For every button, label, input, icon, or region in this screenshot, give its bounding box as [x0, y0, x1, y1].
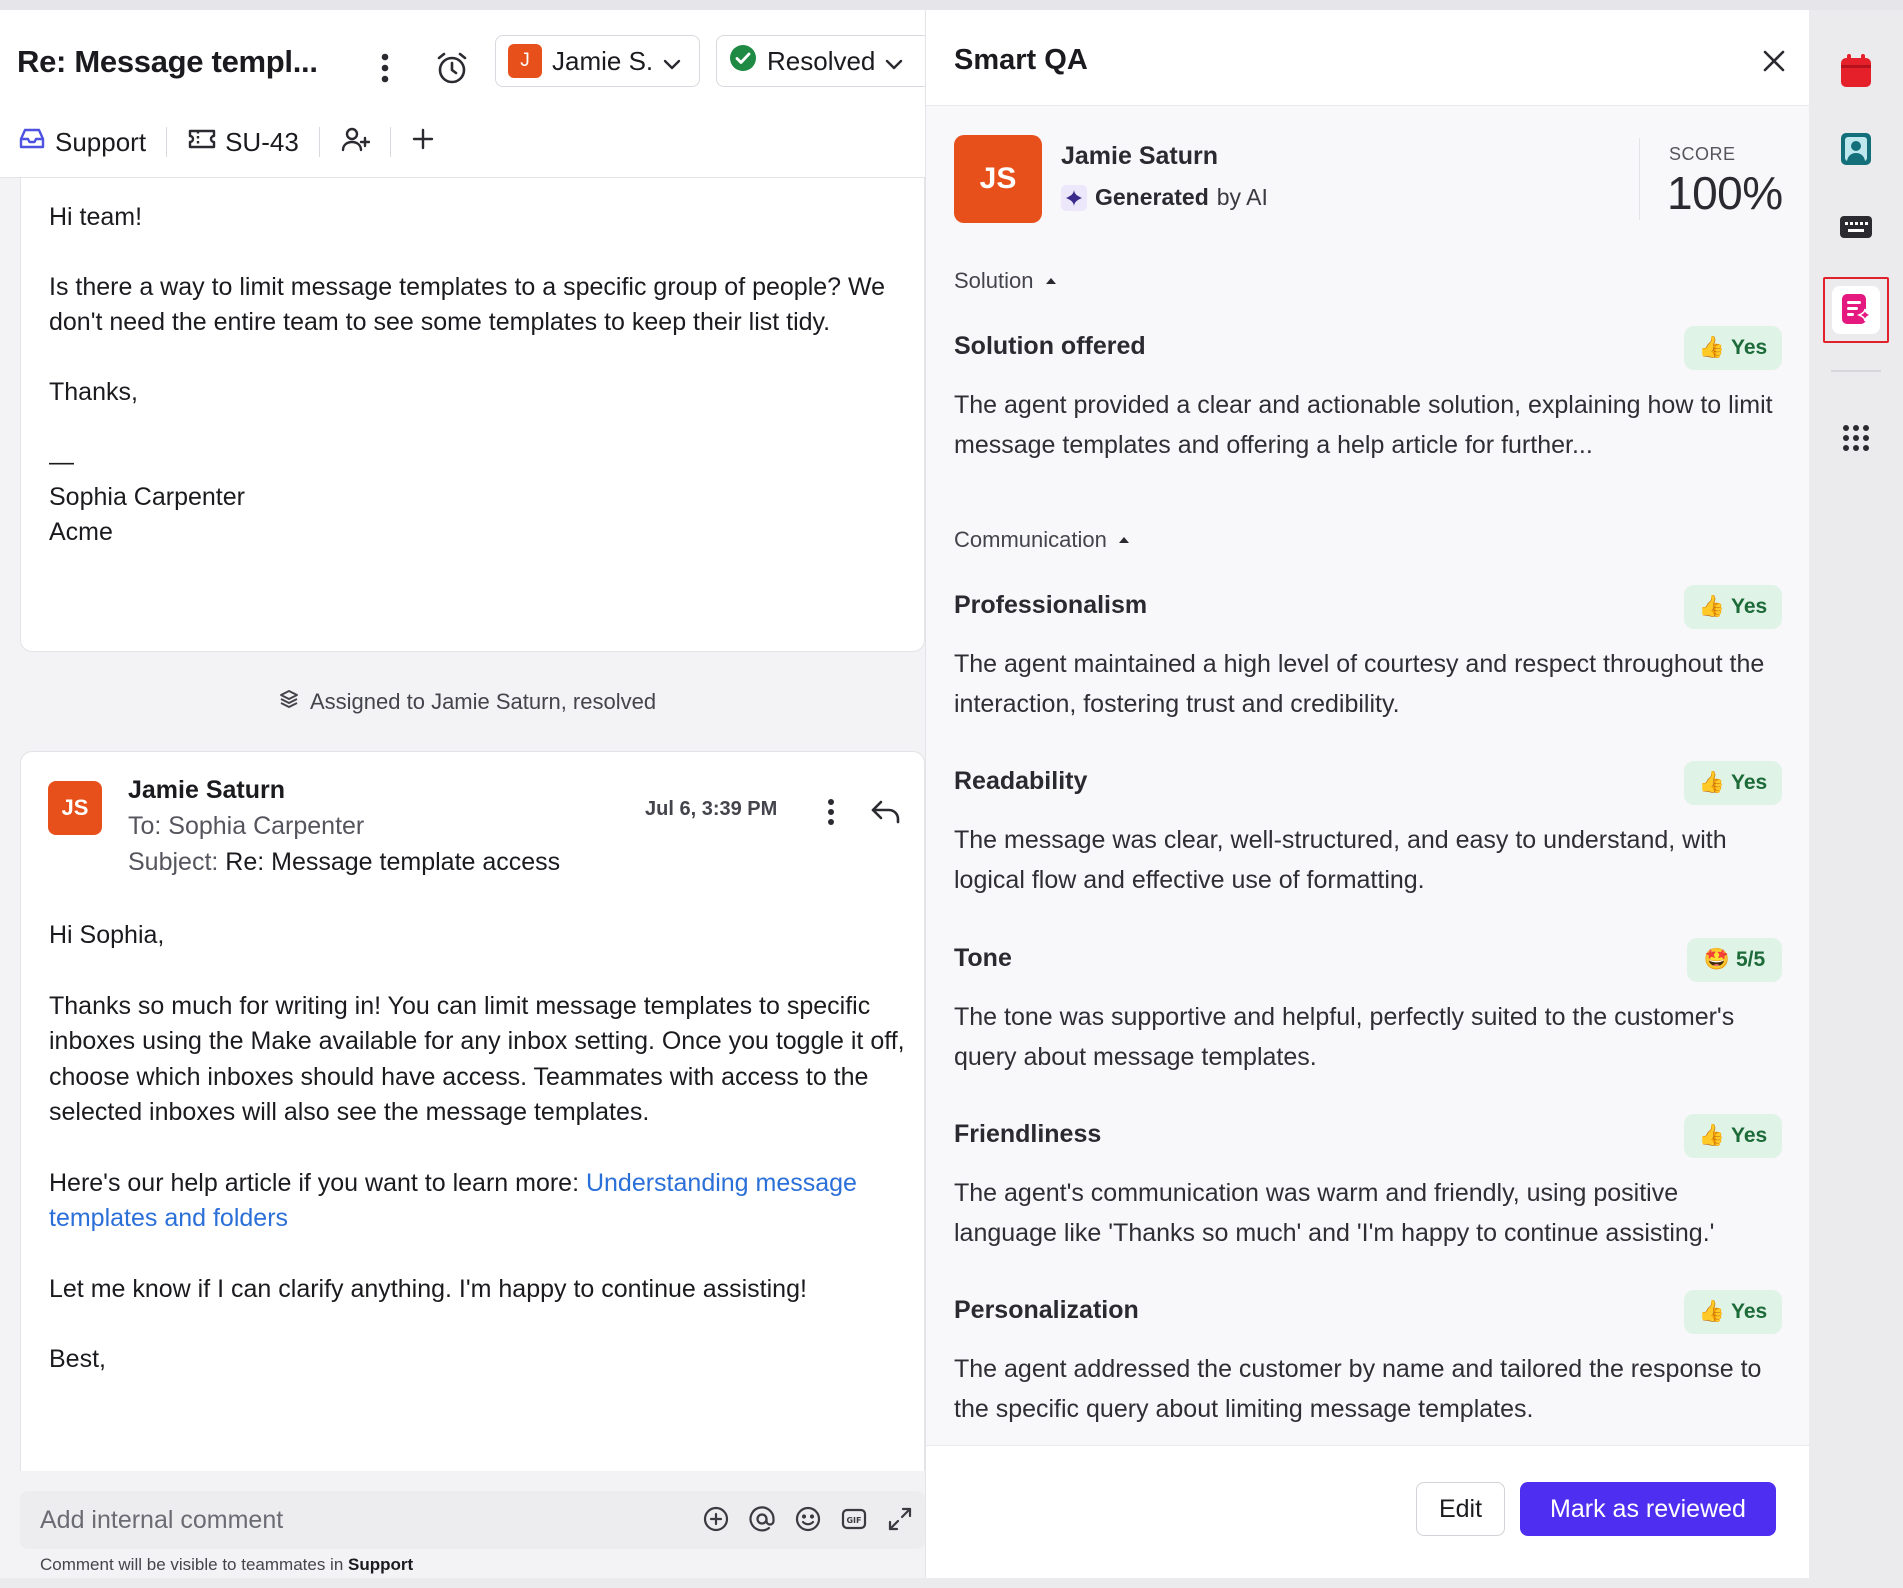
reply-icon[interactable]: [866, 792, 906, 832]
signature-company: Acme: [49, 518, 113, 546]
score-value: 100%: [1667, 167, 1783, 219]
thumbs-up-icon: 👍: [1698, 595, 1725, 618]
more-options-icon[interactable]: [367, 46, 403, 90]
thumbs-up-icon: 👍: [1698, 771, 1725, 794]
signature-name: Sophia Carpenter: [49, 483, 245, 511]
avatar: JS: [48, 781, 102, 835]
subject-value: Re: Message template access: [225, 848, 561, 876]
gif-icon[interactable]: [838, 1503, 870, 1535]
status-badge: [1684, 761, 1782, 805]
badge-label: Yes: [1730, 1124, 1768, 1147]
status-label: Resolved: [767, 45, 876, 76]
recipient: To: Sophia Carpenter: [128, 812, 365, 840]
caret-up-icon: [1046, 278, 1056, 284]
chevron-down-icon: [663, 46, 681, 77]
criterion-title: Friendliness: [954, 1120, 1102, 1148]
status-badge: [1687, 938, 1782, 982]
calendar-icon[interactable]: [1831, 46, 1881, 96]
badge-label: Yes: [1730, 771, 1768, 794]
badge-label: 5/5: [1735, 948, 1766, 971]
window-top-strip: [0, 0, 1903, 10]
close-icon[interactable]: [1756, 43, 1792, 79]
divider: [390, 127, 391, 157]
app-rail: [1809, 10, 1903, 1578]
qa-agent-name: Jamie Saturn: [1061, 142, 1219, 170]
inbox-name: Support: [55, 126, 147, 157]
inbox-icon: [17, 127, 47, 158]
subject-label: Subject:: [128, 848, 219, 876]
add-circle-icon[interactable]: [700, 1503, 732, 1535]
conversation-pane: [0, 10, 925, 1578]
activity-event: [278, 688, 656, 716]
help-article-link[interactable]: Understanding message templates and folders: [49, 1168, 857, 1232]
inbox-tag[interactable]: [17, 127, 146, 158]
badge-label: Yes: [1730, 595, 1768, 618]
divider: [319, 127, 320, 157]
assignee-avatar: J: [508, 44, 542, 78]
badge-label: Yes: [1730, 1300, 1768, 1323]
message-greeting: Hi team!: [49, 203, 143, 231]
status-badge: [1684, 585, 1782, 629]
reply-link-prefix: Here's our help article if you want to learn more:: [49, 1168, 586, 1197]
reply-paragraph: Let me know if I can clarify anything. I'm happy to continue assisting!: [49, 1274, 807, 1303]
score-label: SCORE: [1669, 144, 1736, 164]
criterion-title: Professionalism: [954, 591, 1148, 619]
smart-qa-app-button[interactable]: [1823, 277, 1889, 343]
star-struck-icon: 🤩: [1703, 948, 1730, 971]
generated-by-ai-label: [1061, 184, 1268, 211]
smart-qa-header: [926, 10, 1809, 106]
internal-comment-input[interactable]: [20, 1491, 925, 1549]
conversation-title: Re: Message templ...: [17, 44, 318, 79]
conversation-header: [0, 10, 925, 178]
edit-button[interactable]: Edit: [1416, 1482, 1505, 1536]
smart-qa-panel: [925, 10, 1809, 1578]
smart-qa-title: Smart QA: [954, 44, 1088, 76]
plus-icon: [411, 127, 435, 158]
contact-card-icon[interactable]: [1831, 124, 1881, 174]
customer-message-card: [20, 178, 925, 652]
comment-visibility-hint: [40, 1555, 413, 1575]
smart-qa-app-icon: [1832, 286, 1880, 334]
snooze-alarm-icon[interactable]: [432, 48, 472, 88]
section-toggle-solution[interactable]: [954, 268, 1056, 294]
status-dropdown[interactable]: [716, 35, 925, 87]
chevron-down-icon: [885, 46, 903, 77]
comment-hint-inbox: Support: [348, 1555, 414, 1574]
thumbs-up-icon: 👍: [1698, 1124, 1725, 1147]
agent-reply-card: [20, 751, 925, 1471]
svg-text:GIF: GIF: [846, 1516, 862, 1525]
emoji-icon[interactable]: [792, 1503, 824, 1535]
mention-icon[interactable]: [746, 1503, 778, 1535]
reply-closing: Best,: [49, 1345, 106, 1373]
status-badge: [1684, 1290, 1782, 1334]
status-badge: [1684, 326, 1782, 370]
criterion-title: Solution offered: [954, 332, 1146, 360]
comment-placeholder: Add internal comment: [40, 1506, 284, 1534]
criterion-title: Tone: [954, 944, 1012, 972]
criterion-description: The agent maintained a high level of courtesy and respect throughout the interaction, fostering trust and credibility.: [954, 650, 1765, 718]
smart-qa-footer: [926, 1445, 1809, 1578]
message-more-icon[interactable]: [816, 792, 846, 832]
criterion-description: The tone was supportive and helpful, perfectly suited to the customer's query about message templates.: [954, 1003, 1735, 1071]
badge-label: Yes: [1730, 336, 1768, 359]
caret-up-icon: [1119, 537, 1129, 543]
subject-line: [128, 848, 560, 877]
assignee-name: Jamie S.: [552, 45, 654, 76]
criterion-description: The message was clear, well-structured, and easy to understand, with logical flow and effective use of formatting.: [954, 826, 1727, 894]
keyboard-icon[interactable]: [1831, 202, 1881, 252]
ai-sparkle-icon: [1061, 185, 1087, 211]
mark-as-reviewed-button[interactable]: Mark as reviewed: [1520, 1482, 1776, 1536]
add-participant-button[interactable]: [340, 125, 370, 160]
reply-paragraph: [49, 1166, 909, 1237]
criterion-description: The agent provided a clear and actionable solution, explaining how to limit message templates and offering a help article for further...: [954, 391, 1773, 459]
message-timestamp: Jul 6, 3:39 PM: [645, 798, 778, 820]
comment-hint-prefix: Comment will be visible to teammates in: [40, 1555, 349, 1574]
thumbs-up-icon: 👍: [1698, 336, 1725, 359]
message-paragraph: Is there a way to limit message templates to a specific group of people? We don't need the entire team to see some templates to keep their list tidy.: [49, 273, 886, 336]
layers-icon: [278, 688, 300, 716]
generated-bold: Generated: [1095, 184, 1209, 210]
status-badge: [1684, 1114, 1782, 1158]
assignee-dropdown[interactable]: [495, 35, 700, 87]
ticket-icon: [187, 127, 217, 158]
criterion-title: Readability: [954, 767, 1088, 795]
reply-body: [49, 918, 909, 1413]
sender-name: Jamie Saturn: [128, 776, 286, 804]
signature-dash: —: [49, 448, 74, 476]
divider: [1831, 370, 1881, 372]
conversation-meta-row: [17, 122, 435, 162]
section-toggle-communication[interactable]: [954, 527, 1129, 553]
avatar: JS: [954, 135, 1042, 223]
criterion-description: The agent addressed the customer by name and tailored the response to the specific query about limiting message templates.: [954, 1355, 1762, 1423]
ticket-id: SU-43: [225, 126, 299, 157]
generated-rest: by AI: [1216, 184, 1268, 210]
check-circle-icon: [729, 44, 757, 79]
activity-text: Assigned to Jamie Saturn, resolved: [310, 689, 657, 714]
reply-greeting: Hi Sophia,: [49, 921, 165, 949]
apps-grid-icon[interactable]: [1831, 413, 1881, 463]
reply-paragraph: Thanks so much for writing in! You can limit message templates to specific inboxes using the Make available for any inbox setting. Once you toggle it off, choose which inboxes should have access. Teammates with access to the selected inboxes will also see the message templates.: [49, 991, 905, 1126]
ticket-id-tag[interactable]: [187, 127, 299, 158]
comment-toolbar: [700, 1503, 916, 1535]
section-label: Solution: [954, 268, 1034, 293]
divider: [1639, 138, 1640, 220]
add-tag-button[interactable]: [411, 127, 435, 158]
message-closing: Thanks,: [49, 378, 138, 406]
add-user-icon: [340, 125, 370, 160]
criterion-description: The agent's communication was warm and friendly, using positive language like 'Thanks so much' and 'I'm happy to continue assisting.': [954, 1179, 1715, 1247]
divider: [166, 127, 167, 157]
section-label: Communication: [954, 527, 1107, 552]
expand-icon[interactable]: [884, 1503, 916, 1535]
thumbs-up-icon: 👍: [1698, 1300, 1725, 1323]
criterion-title: Personalization: [954, 1296, 1139, 1324]
